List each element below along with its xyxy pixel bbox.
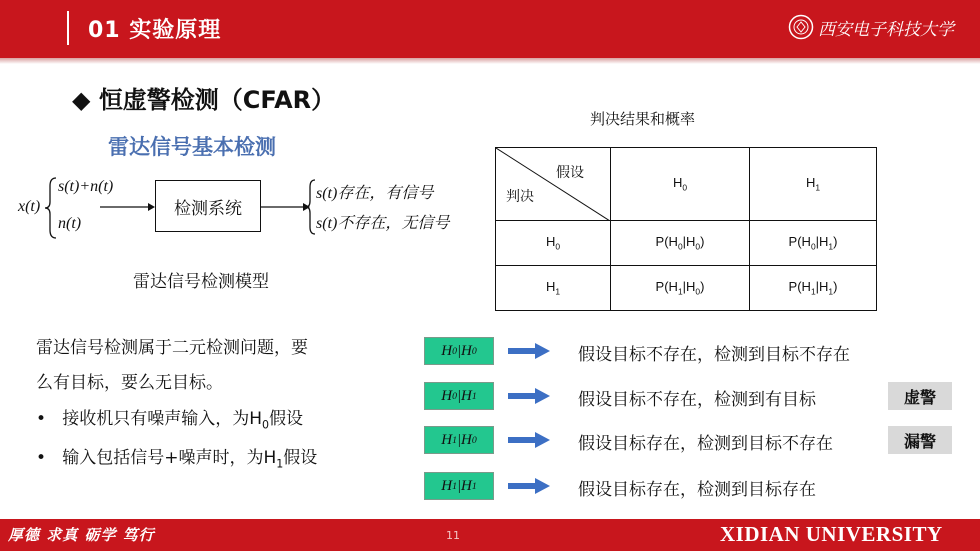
hypothesis-text: 假设目标不存在，检测到目标不存在 xyxy=(578,345,850,365)
col-header-h1: $H_1$ xyxy=(750,148,877,221)
hypothesis-text: 假设目标存在，检测到目标存在 xyxy=(578,480,816,500)
model-output-line2: s(t)不存在，无信号 xyxy=(316,215,450,232)
corner-diagonal xyxy=(496,148,610,221)
arrow-right-icon xyxy=(508,432,550,448)
seal-icon xyxy=(788,14,814,40)
footer-motto: 厚德 求真 砺学 笃行 xyxy=(8,526,155,544)
header-divider xyxy=(67,11,69,45)
corner-top-label: 假设 xyxy=(556,164,584,180)
input-arrow xyxy=(100,200,156,214)
row-label-h0: $H_0$ xyxy=(496,221,611,266)
bullet-item: • 输入包括信号+噪声时，为$H_1$假设 xyxy=(36,448,318,471)
corner-bottom-label: 判决 xyxy=(506,188,534,204)
description-line-2: 么有目标，要么无目标。 xyxy=(36,373,223,393)
table-cell: $P(H_0|H_0)$ xyxy=(611,221,750,266)
university-logo xyxy=(788,12,954,42)
model-output-line1: s(t)存在，有信号 xyxy=(316,185,434,202)
detection-system-box: 检测系统 xyxy=(155,180,261,232)
hypothesis-tag: H 0 |H 0 xyxy=(424,337,494,365)
description-line-1: 雷达信号检测属于二元检测问题，要 xyxy=(36,338,308,358)
row-label-h1: $H_1$ xyxy=(496,266,611,311)
hypothesis-text: 假设目标存在，检测到目标不存在 xyxy=(578,434,833,454)
description xyxy=(36,331,308,401)
bullet-item: • 接收机只有噪声输入，为$H_0$假设 xyxy=(36,409,304,432)
table-cell: $P(H_0|H_1)$ xyxy=(750,221,877,266)
model-caption: 雷达信号检测模型 xyxy=(133,272,269,292)
hypothesis-tag: H 1 |H 0 xyxy=(424,426,494,454)
header-shadow xyxy=(0,58,980,64)
missed-alarm-label: 漏警 xyxy=(888,426,952,454)
model-input-line2: n(t) xyxy=(58,215,82,232)
logo-text: 西安电子科技大学 xyxy=(818,19,954,40)
arrow-right-icon xyxy=(508,343,550,359)
decision-table xyxy=(495,147,877,311)
hypothesis-tag: H 0 |H 1 xyxy=(424,382,494,410)
table-cell: $P(H_1|H_1)$ xyxy=(750,266,877,311)
slide-section-title: 01 实验原理 xyxy=(88,18,222,43)
table-title: 判决结果和概率 xyxy=(590,110,696,128)
subtitle: 雷达信号基本检测 xyxy=(108,135,276,159)
output-arrow xyxy=(261,200,311,214)
page-number: 11 xyxy=(446,529,460,542)
col-header-h0: $H_0$ xyxy=(611,148,750,221)
section-title: ◆ 恒虚警检测（CFAR） xyxy=(72,86,336,114)
table-corner-cell xyxy=(496,148,611,221)
false-alarm-label: 虚警 xyxy=(888,382,952,410)
footer-university-name: XIDIAN UNIVERSITY xyxy=(720,522,943,546)
hypothesis-text: 假设目标不存在，检测到有目标 xyxy=(578,390,816,410)
input-brace xyxy=(44,176,58,240)
table-cell: $P(H_1|H_0)$ xyxy=(611,266,750,311)
model-input-prefix: x(t) xyxy=(18,198,41,215)
model-input-line1: s(t)+n(t) xyxy=(58,178,114,195)
arrow-right-icon xyxy=(508,388,550,404)
hypothesis-tag: H 1 |H 1 xyxy=(424,472,494,500)
arrow-right-icon xyxy=(508,478,550,494)
